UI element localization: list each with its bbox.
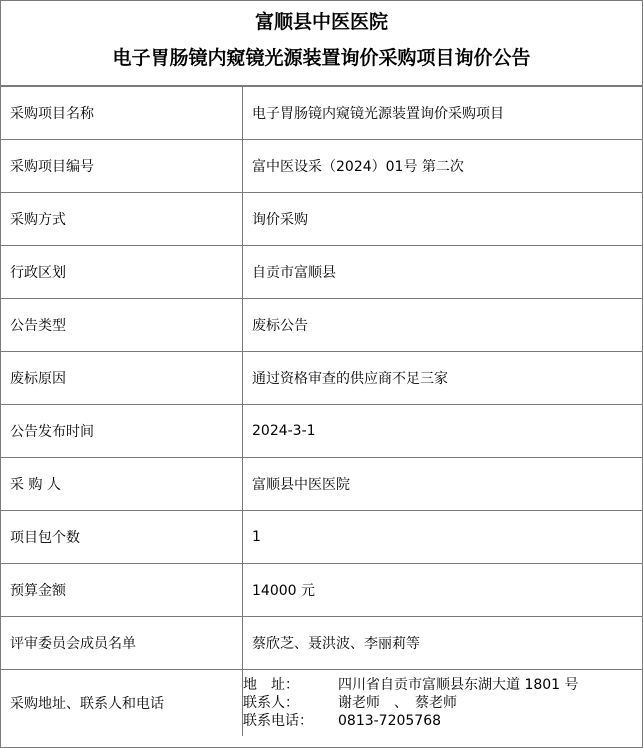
address-line — [243, 676, 642, 694]
row-value: 电子胃肠镜内窥镜光源装置询价采购项目 — [243, 87, 643, 140]
row-label: 评审委员会成员名单 — [1, 617, 243, 670]
row-label: 预算金额 — [1, 564, 243, 617]
row-value: 富顺县中医医院 — [243, 458, 643, 511]
table-row — [1, 511, 642, 564]
row-label: 项目包个数 — [1, 511, 243, 564]
row-label: 采 购 人 — [1, 458, 243, 511]
row-value: 14000 元 — [243, 564, 643, 617]
row-value: 废标公告 — [243, 299, 643, 352]
row-value: 2024-3-1 — [243, 405, 643, 458]
table-row — [1, 458, 642, 511]
contact-person-key: 联系人： — [243, 694, 299, 711]
hospital-title: 富顺县中医医院 — [254, 11, 388, 33]
address-value: 四川省自贡市富顺县东湖大道 1801 号 — [338, 676, 579, 693]
contact-person-line — [243, 694, 642, 712]
row-value: 富中医设采（2024）01号 第二次 — [243, 140, 643, 193]
title-block — [1, 1, 642, 86]
phone-line — [243, 712, 642, 730]
contact-label: 采购地址、联系人和电话 — [1, 670, 243, 736]
contact-details — [243, 670, 643, 736]
table-row — [1, 193, 642, 246]
row-label: 公告发布时间 — [1, 405, 243, 458]
phone-value: 0813-7205768 — [338, 712, 442, 729]
row-label: 废标原因 — [1, 352, 243, 405]
table-row — [1, 87, 642, 140]
row-value: 通过资格审查的供应商不足三家 — [243, 352, 643, 405]
phone-key: 联系电话： — [243, 712, 313, 729]
row-label: 采购方式 — [1, 193, 243, 246]
table-row — [1, 564, 642, 617]
row-value: 蔡欣芝、聂洪波、李丽莉等 — [243, 617, 643, 670]
contact-row — [1, 670, 642, 736]
table-row — [1, 352, 642, 405]
row-label: 采购项目名称 — [1, 87, 243, 140]
row-value: 询价采购 — [243, 193, 643, 246]
info-table — [1, 86, 642, 736]
row-value: 自贡市富顺县 — [243, 246, 643, 299]
table-row — [1, 246, 642, 299]
table-row — [1, 405, 642, 458]
row-label: 行政区划 — [1, 246, 243, 299]
row-value: 1 — [243, 511, 643, 564]
contact-person-value: 谢老师 、 蔡老师 — [338, 694, 457, 711]
table-row — [1, 140, 642, 193]
table-row — [1, 617, 642, 670]
row-label: 公告类型 — [1, 299, 243, 352]
address-key: 地 址： — [243, 676, 299, 693]
announcement-title: 电子胃肠镜内窥镜光源装置询价采购项目询价公告 — [112, 47, 531, 69]
table-row — [1, 299, 642, 352]
row-label: 采购项目编号 — [1, 140, 243, 193]
